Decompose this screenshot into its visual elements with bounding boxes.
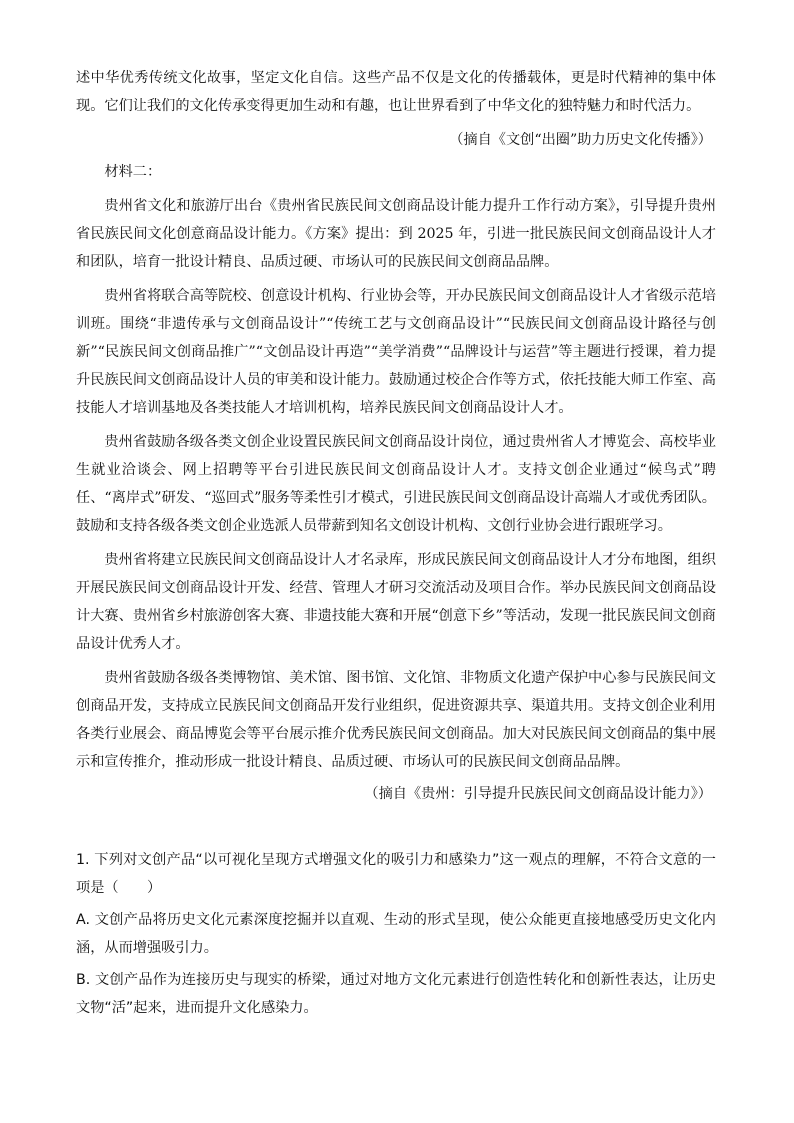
option-a: A. 文创产品将历史文化元素深度挖掘并以直观、生动的形式呈现，使公众能更直接地感受历史文化内涵，从而增强吸引力。 bbox=[76, 912, 716, 956]
paragraph: 贵州省鼓励各级各类博物馆、美术馆、图书馆、文化馆、非物质文化遗产保护中心参与民族民间文创商品开发，支持成立民族民间文创商品开发行业组织，促进资源共享、渠道共用。支持文创企业利用各类行业展会、商品博览会等平台展示推介优秀民族民间文创商品。加大对民族民间文创商品的集中展示和宣传推介，推动形成一批设计精良、品质过硬、市场认可的民族民间文创商品品牌。 bbox=[76, 670, 716, 770]
section-heading: 材料二： bbox=[104, 164, 162, 180]
source-citation: （摘自《贵州：引导提升民族民间文创商品设计能力》） bbox=[364, 786, 712, 802]
option-b: B. 文创产品作为连接历史与现实的桥梁，通过对地方文化元素进行创造性转化和创新性表达，让历史文物“活”起来，进而提升文化感染力。 bbox=[76, 972, 716, 1016]
paragraph: 贵州省鼓励各级各类文创企业设置民族民间文创商品设计岗位，通过贵州省人才博览会、高校毕业生就业洽谈会、网上招聘等平台引进民族民间文创商品设计人才。支持文创企业通过“候鸟式”聘任、“离岸式”研发、“巡回式”服务等柔性引才模式，引进民族民间文创商品设计高端人才或优秀团队。鼓励和支持各级各类文创企业选派人员带薪到知名文创设计机构、文创行业协会进行跟班学习。 bbox=[76, 434, 716, 534]
paragraph: 贵州省将联合高等院校、创意设计机构、行业协会等，开办民族民间文创商品设计人才省级示范培训班。围绕“非遗传承与文创商品设计”“传统工艺与文创商品设计”“民族民间文创商品设计路径与创新”“民族民间文创商品推广”“文创品设计再造”“美学消费”“品牌设计与运营”等主题进行授课，着力提升民族民间文创商品设计人员的审美和设计能力。鼓励通过校企合作等方式，依托技能大师工作室、高技能人才培训基地及各类技能人才培训机构，培养民族民间文创商品设计人才。 bbox=[76, 288, 716, 416]
material-two bbox=[76, 158, 716, 808]
question-1 bbox=[76, 846, 716, 1022]
question-stem: 1. 下列对文创产品“以可视化呈现方式增强文化的吸引力和感染力”这一观点的理解，不符合文意的一项是（ ） bbox=[76, 852, 716, 896]
material-one-source bbox=[76, 126, 716, 154]
material-one-tail bbox=[76, 64, 716, 120]
source-citation: （摘自《文创“出圈”助力历史文化传播》） bbox=[449, 132, 712, 148]
paragraph: 贵州省将建立民族民间文创商品设计人才名录库，形成民族民间文创商品设计人才分布地图，组织开展民族民间文创商品设计开发、经营、管理人才研习交流活动及项目合作。举办民族民间文创商品设计大赛、贵州省乡村旅游创客大赛、非遗技能大赛和开展“创意下乡”等活动，发现一批民族民间文创商品设计优秀人才。 bbox=[76, 552, 716, 652]
paragraph: 述中华优秀传统文化故事，坚定文化自信。这些产品不仅是文化的传播载体，更是时代精神的集中体现。它们让我们的文化传承变得更加生动和有趣，也让世界看到了中华文化的独特魅力和时代活力。 bbox=[76, 70, 716, 114]
paragraph: 贵州省文化和旅游厅出台《贵州省民族民间文创商品设计能力提升工作行动方案》，引导提升贵州省民族民间文化创意商品设计能力。《方案》提出：到 2025 年，引进一批民族民间文创商品设计人才和团队，培育一批设计精良、品质过硬、市场认可的民族民间文创商品品牌。 bbox=[76, 198, 716, 270]
